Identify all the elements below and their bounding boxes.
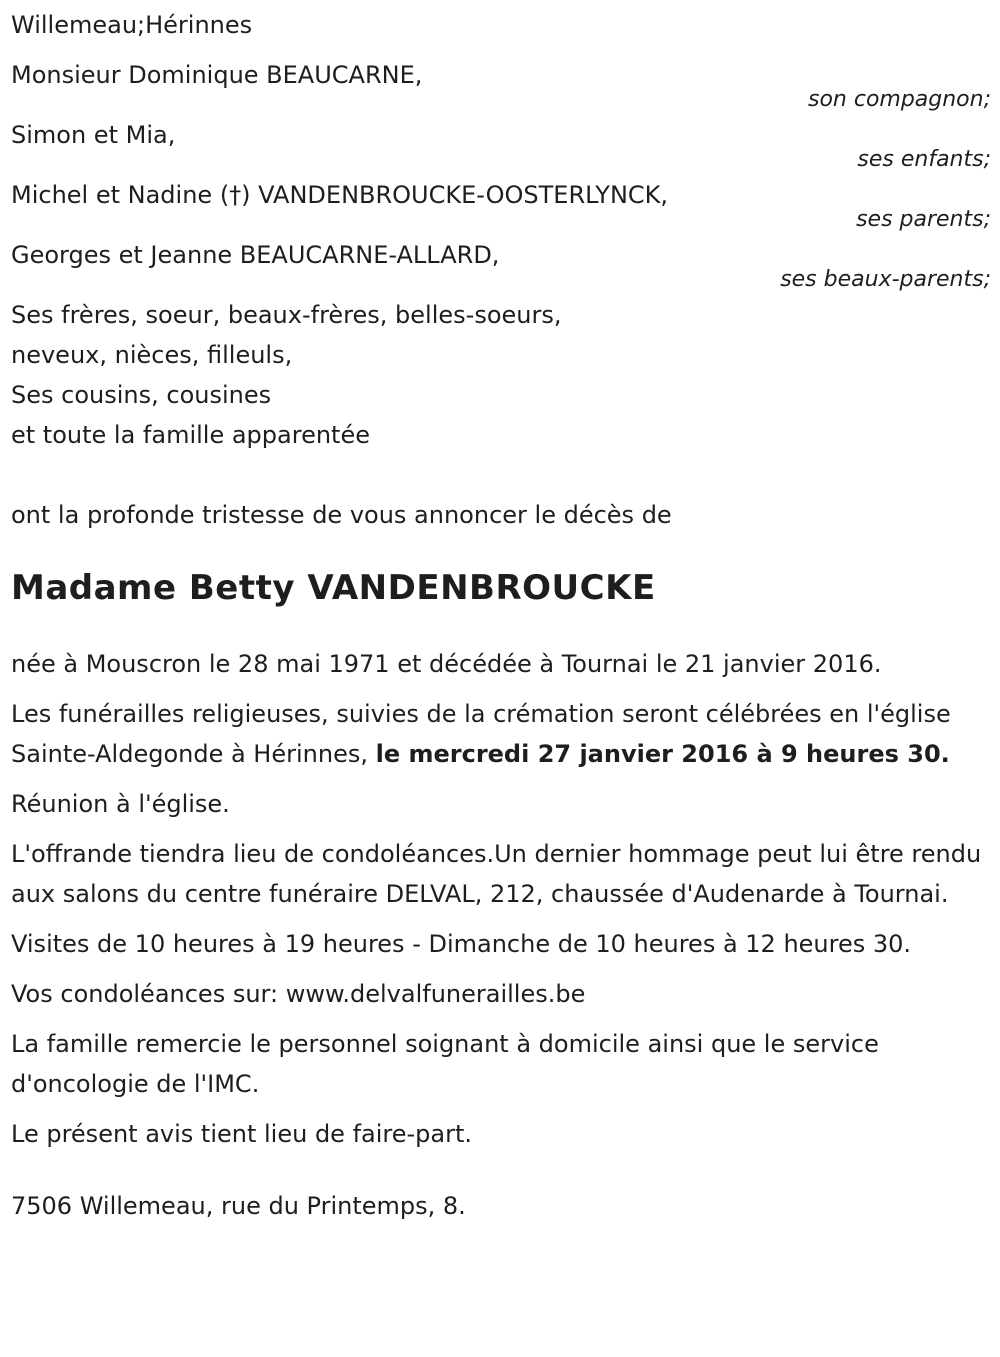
address-text: 7506 Willemeau, rue du Printemps, 8. (11, 1192, 466, 1220)
relative-role-partner: son compagnon; (807, 87, 991, 112)
family-line: neveux, nièces, filleuls, (11, 341, 293, 369)
announcement-text: ont la profonde tristesse de vous annoncer le décès de (11, 501, 672, 529)
deceased-name: Madame Betty VANDENBROUCKE (11, 568, 656, 608)
family-line: Ses cousins, cousines (11, 381, 272, 409)
obituary-notice (11, 0, 991, 1226)
visits-text: Visites de 10 heures à 19 heures - Dimanche de 10 heures à 12 heures 30. (11, 930, 912, 958)
meeting-text: Réunion à l'église. (11, 790, 230, 818)
offering-text: L'offrande tiendra lieu de condoléances.Un dernier hommage peut lui être rendu aux salons du centre funéraire DELVAL, 212, chaussée d'Audenarde à Tournai. (11, 840, 982, 908)
funeral-text: Les funérailles religieuses, suivies de la crémation seront célébrées en l'église Sainte-Aldegonde à Hérinnes, (11, 700, 951, 768)
family-list (11, 295, 991, 455)
relative-role-in-laws: ses beaux-parents; (780, 267, 991, 292)
thanks-text: La famille remercie le personnel soignant à domicile ainsi que le service d'oncologie de l'IMC. (11, 1030, 879, 1098)
funeral-paragraph (11, 694, 991, 774)
relative-name-partner: Monsieur Dominique BEAUCARNE, (11, 61, 423, 89)
notice-text: Le présent avis tient lieu de faire-part. (11, 1120, 473, 1148)
birth-death-text: née à Mouscron le 28 mai 1971 et décédée à Tournai le 21 janvier 2016. (11, 650, 882, 678)
relative-name-in-laws: Georges et Jeanne BEAUCARNE-ALLARD, (11, 241, 500, 269)
relative-name-children: Simon et Mia, (11, 121, 176, 149)
header-location: Willemeau;Hérinnes (11, 11, 253, 39)
family-line: Ses frères, soeur, beaux-frères, belles-soeurs, (11, 301, 562, 329)
family-line: et toute la famille apparentée (11, 421, 370, 449)
condolences-text: Vos condoléances sur: www.delvalfunerailles.be (11, 980, 586, 1008)
funeral-date: le mercredi 27 janvier 2016 à 9 heures 30. (375, 740, 950, 768)
relative-role-parents: ses parents; (856, 207, 991, 232)
relative-name-parents: Michel et Nadine (†) VANDENBROUCKE-OOSTERLYNCK, (11, 181, 669, 209)
relative-role-children: ses enfants; (857, 147, 991, 172)
